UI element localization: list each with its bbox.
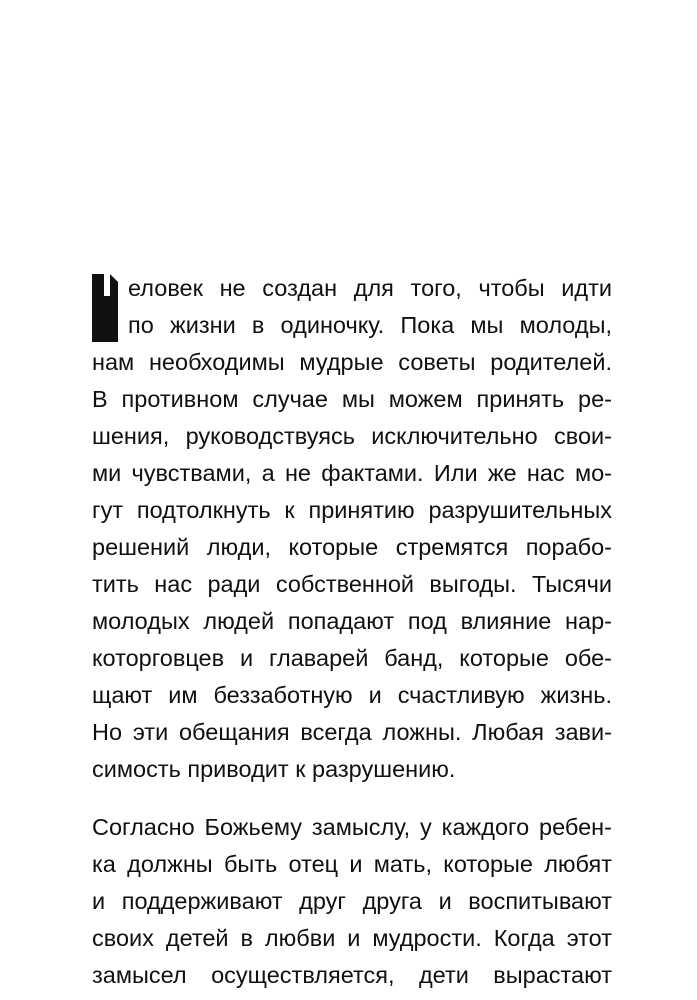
paragraph-1 (92, 344, 612, 788)
paragraph-1-line-6: ми чувствами, а не фактами. Или же нас мо- (92, 460, 612, 486)
paragraph-2 (92, 809, 612, 994)
paragraph-1-line-4: В противном случае мы можем принять ре- (92, 386, 612, 412)
paragraph-1-line-8: решений люди, которые стремятся порабо- (92, 534, 612, 560)
paragraph-1-opening (92, 270, 612, 344)
paragraph-1-line-5: шения, руководствуясь исключительно свои- (92, 423, 612, 449)
paragraph-1-line-1: еловек не создан для того, чтобы идти (128, 275, 612, 301)
paragraph-gap (92, 788, 612, 809)
text-block (92, 270, 612, 994)
paragraph-1-line-12: щают им беззаботную и счастливую жизнь. (92, 682, 612, 708)
paragraph-2-line-2: ка должны быть отец и мать, которые любят (92, 851, 612, 877)
paragraph-2-line-5: замысел осуществляется, дети вырастают (92, 962, 612, 988)
paragraph-1-line-13: Но эти обещания всегда ложны. Любая зави- (92, 719, 612, 745)
paragraph-1-line-10: молодых людей попадают под влияние нар- (92, 608, 612, 634)
paragraph-1-line-2: по жизни в одиночку. Пока мы молоды, (128, 312, 612, 338)
paragraph-2-line-3: и поддерживают друг друга и воспитывают (92, 888, 612, 914)
paragraph-2-line-4: своих детей в любви и мудрости. Когда этот (92, 925, 612, 951)
drop-cap-che (92, 274, 118, 342)
paragraph-1-line-14: симость приводит к разрушению. (92, 756, 456, 782)
paragraph-1-line-7: гут подтолкнуть к принятию разрушительных (92, 497, 612, 523)
paragraph-1-line-9: тить нас ради собственной выгоды. Тысячи (92, 571, 612, 597)
paragraph-2-line-1: Согласно Божьему замыслу, у каждого ребен- (92, 814, 612, 840)
paragraph-1-line-11: которговцев и главарей банд, которые обе- (92, 645, 612, 671)
paragraph-1-line-3: нам необходимы мудрые советы родителей. (92, 349, 612, 375)
